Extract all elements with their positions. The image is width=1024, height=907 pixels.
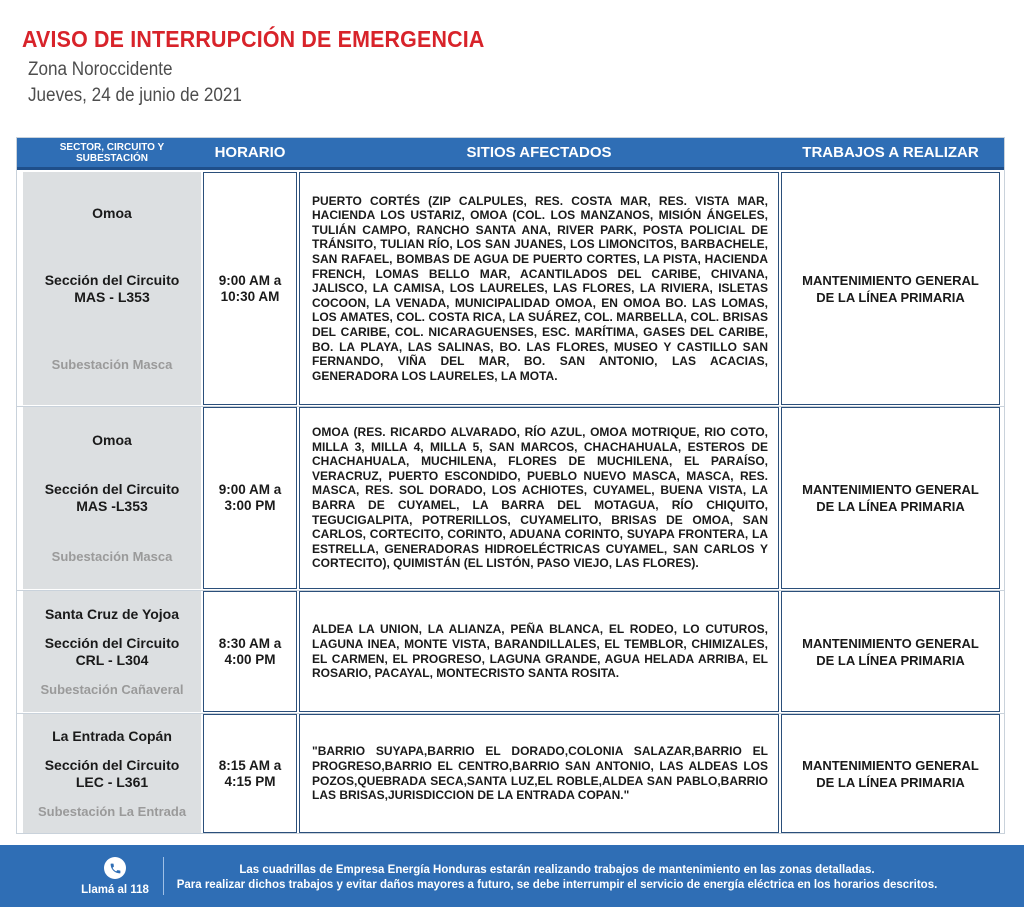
phone-icon[interactable] <box>104 857 126 879</box>
sector-cell <box>23 172 201 405</box>
circuit-code: MAS -L353 <box>76 498 148 515</box>
footer-line1: Las cuadrillas de Empresa Energía Honduras estarán realizando trabajos de mantenimiento en las zonas detalladas. <box>239 864 875 876</box>
work-line2: DE LA LÍNEA PRIMARIA <box>816 652 965 668</box>
table-row <box>17 714 1004 833</box>
work-line2: DE LA LÍNEA PRIMARIA <box>816 774 965 790</box>
sites-cell <box>299 407 779 589</box>
sites-cell <box>299 714 779 833</box>
time-cell <box>203 591 297 712</box>
sector-cell <box>23 591 201 712</box>
header-sector-label: SECTOR, CIRCUITO Y SUBESTACIÓN <box>59 141 165 164</box>
outage-table <box>16 137 1005 834</box>
sector-name: Santa Cruz de Yojoa <box>44 605 180 622</box>
work-cell <box>781 591 1000 712</box>
substation-label: Subestación Cañaveral <box>40 682 184 698</box>
time-start: 8:30 AM a <box>218 635 282 651</box>
call-block[interactable] <box>70 857 160 896</box>
table-row <box>17 407 1004 589</box>
header-sector <box>23 138 201 167</box>
circuit-label: Sección del Circuito <box>44 481 180 498</box>
sites-cell <box>299 591 779 712</box>
substation-label: Subestación Masca <box>51 356 173 372</box>
circuit-info <box>45 481 180 515</box>
circuit-label: Sección del Circuito <box>44 634 180 651</box>
work-cell <box>781 407 1000 589</box>
sites-cell <box>299 172 779 405</box>
sector-name: Omoa <box>92 431 132 448</box>
substation-label: Subestación La Entrada <box>37 803 187 819</box>
circuit-code: CRL - L304 <box>75 651 149 668</box>
work-cell <box>781 172 1000 405</box>
time-cell <box>203 407 297 589</box>
time-cell <box>203 714 297 833</box>
sector-name: Omoa <box>92 205 132 222</box>
header-horario: HORARIO <box>214 144 286 161</box>
work-cell <box>781 714 1000 833</box>
table-row <box>17 591 1004 712</box>
sites-text: ALDEA LA UNION, LA ALIANZA, PEÑA BLANCA, EL RODEO, LO CUTUROS, LAGUNA INEA, MONTE VISTA, BARANDILLALES, EL TEMBLOR, CHIMIZALES, EL CARMEN, EL PROGRESO, LAGUNA GRANDE, AGUA HELADA ARRIBA, EL ROSARIO, PACAYAL, MONTECRISTO SANTA ROSITA. <box>312 622 768 681</box>
footer-line2: Para realizar dichos trabajos y evitar daños mayores a futuro, se debe interrumpir el servicio de energía eléctrica en los horarios descritos. <box>176 879 938 891</box>
time-cell <box>203 172 297 405</box>
work-line1: MANTENIMIENTO GENERAL <box>802 482 979 497</box>
sector-cell <box>23 407 201 589</box>
work-line1: MANTENIMIENTO GENERAL <box>802 757 979 773</box>
time-start: 9:00 AM a <box>218 482 282 497</box>
table-row <box>17 172 1004 405</box>
circuit-label: Sección del Circuito <box>44 271 180 288</box>
circuit-code: MAS - L353 <box>74 288 150 305</box>
work-line2: DE LA LÍNEA PRIMARIA <box>816 289 965 305</box>
phone-label: Llamá al 118 <box>81 884 149 896</box>
page-title: AVISO DE INTERRUPCIÓN DE EMERGENCIA <box>22 26 485 52</box>
sites-text: "BARRIO SUYAPA,BARRIO EL DORADO,COLONIA SALAZAR,BARRIO EL PROGRESO,BARRIO EL CENTRO,BARRIO SAN ANTONIO, LAS ALDEAS LOS POZOS,QUEBRADA SECA,SANTA LUZ,EL ROBLE,ALDEA SAN PABLO,BARRIO LAS BRISAS,JURISDICCION DE LA ENTRADA COPAN." <box>312 744 768 803</box>
table-header <box>17 138 1004 170</box>
footer-notice <box>172 863 942 893</box>
sites-text: OMOA (RES. RICARDO ALVARADO, RÍO AZUL, OMOA MOTRIQUE, RIO COTO, MILLA 3, MILLA 4, MILLA 5, SAN MARCOS, CHACHAHUALA, ESTEROS DE CHACHAHUALA, MUCHILENA, FLORES DE MUCHILENA, EL PARAÍSO, VERACRUZ, PUERTO ESCONDIDO, PUEBLO NUEVO MASCA, MASCA, RES. MASCA, RES. SOL DORADO, LOS ACHIOTES, CUYAMEL, BUENA VISTA, LA BARRA DE CUYAMEL, LA BARRA DEL MOTAGUA, RÍO CHIQUITO, TEGUCIGALPITA, POTRERILLOS, CUYAMELITO, BRISAS DE OMOA, SAN CARLOS, CORTECITO, CORINTO, ADUANA CORINTO, SUYAPA FRONTERA, LA ESTRELLA, GENERADORAS HIDROELÉCTRICAS CUYAMEL, SAN CARLOS Y CORTECITO), QUIMISTÁN (EL LISTÓN, PASO VIEJO, LAS FLORES). <box>312 425 768 571</box>
time-start: 9:00 AM a <box>218 272 282 288</box>
substation-label: Subestación Masca <box>51 549 173 565</box>
date-label: Jueves, 24 de junio de 2021 <box>28 85 242 106</box>
time-end: 10:30 AM <box>220 288 280 304</box>
footer-divider <box>163 857 164 895</box>
circuit-info <box>45 757 180 791</box>
time-end: 3:00 PM <box>224 498 276 513</box>
time-start: 8:15 AM a <box>218 757 282 773</box>
time-end: 4:15 PM <box>224 773 276 789</box>
work-line1: MANTENIMIENTO GENERAL <box>802 272 979 288</box>
sites-text: PUERTO CORTÉS (ZIP CALPULES, RES. COSTA MAR, RES. VISTA MAR, HACIENDA LOS USTARIZ, OMOA (COL. LOS MANZANOS, MISIÓN ÁNGELES, TULIÁN CAMPO, RANCHO SANTA ANA, RIVER PARK, POSTA POLICIAL DE TRÁNSITO, TULIAN RÍO, LOS SAN JUANES, LOS LIMONCITOS, BARBACHELE, SAN RAFAEL, BOMBAS DE AGUA DE PUERTO CORTES, LA PISTA, HACIENDA FRENCH, LOMAS BELLO MAR, ACANTILADOS DEL CARIBE, CHIVANA, JALISCO, LA CAMISA, LOS LAURELES, LAS FLORES, LA RIVIERA, ISLETAS COCOON, LA VENADA, MUNICIPALIDAD OMOA, EN OMOA BO. LAS LOMAS, LOS AMATES, COL. COSTA RICA, LA SUÁREZ, COL. MARBELLA, COL. BRISAS DEL CARIBE, COL. NICARAGUENSES, ESC. MARÍTIMA, GASES DEL CARIBE, BO. LA PLAYA, LAS SALINAS, BO. LAS FLORES, MUSEO Y CASTILLO SAN FERNANDO, VIÑA DEL MAR, BO. SAN ANTONIO, LAS ACACIAS, GENERADORA LOS LAURELES, LA MOTA. <box>312 193 768 383</box>
header-trabajos: TRABAJOS A REALIZAR <box>802 144 979 161</box>
footer-banner <box>0 845 1024 907</box>
zone-label: Zona Noroccidente <box>28 59 173 80</box>
circuit-label: Sección del Circuito <box>44 756 180 773</box>
circuit-info <box>45 635 180 669</box>
header <box>22 26 519 107</box>
header-sitios: SITIOS AFECTADOS <box>466 144 612 161</box>
work-line2: DE LA LÍNEA PRIMARIA <box>816 499 965 514</box>
time-end: 4:00 PM <box>224 651 276 667</box>
circuit-code: LEC - L361 <box>75 773 149 790</box>
sector-name: La Entrada Copán <box>52 728 172 745</box>
circuit-info <box>45 272 180 306</box>
work-line1: MANTENIMIENTO GENERAL <box>802 635 979 651</box>
sector-cell <box>23 714 201 833</box>
